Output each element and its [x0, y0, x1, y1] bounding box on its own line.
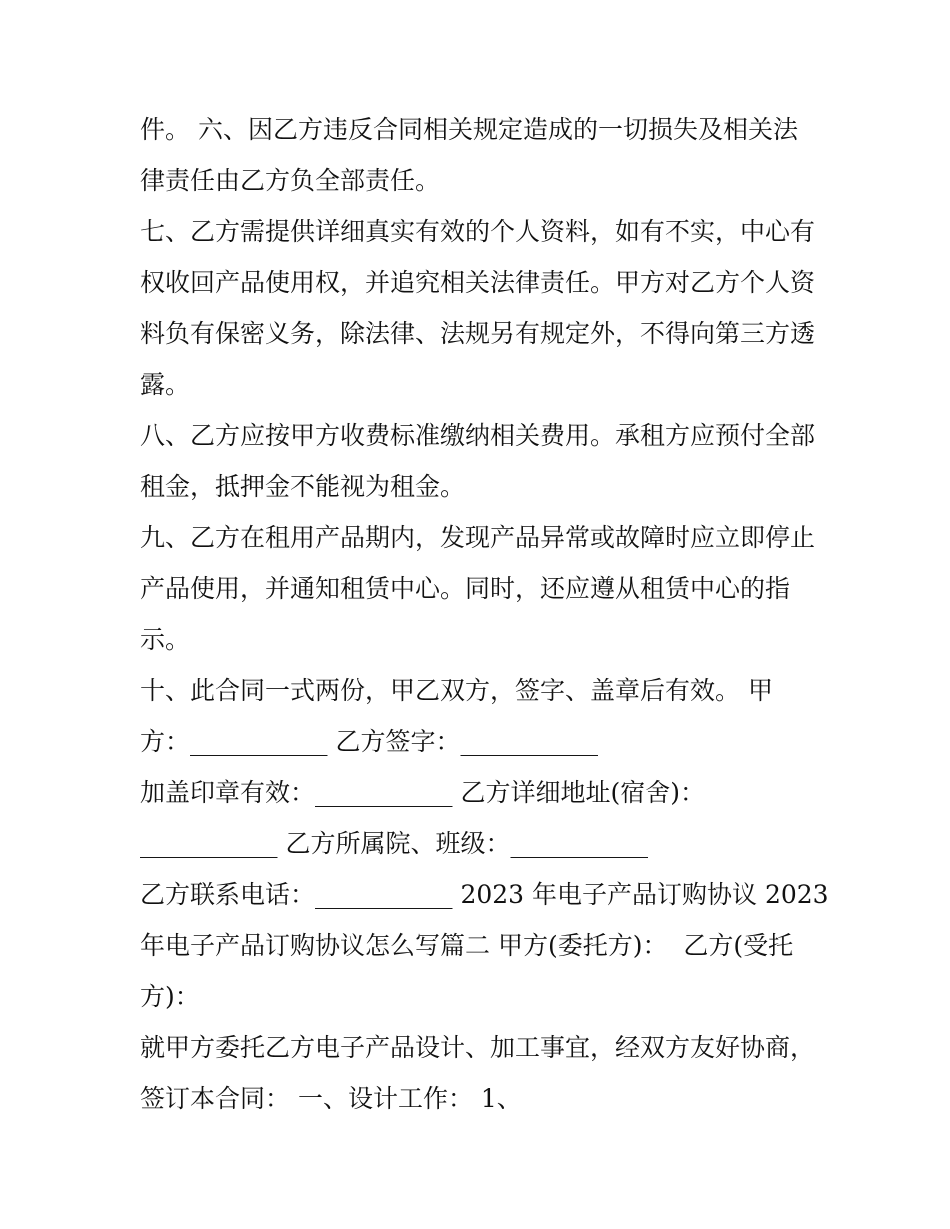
text-line: 律责任由乙方负全部责任。 [140, 166, 441, 195]
document-body [140, 104, 830, 1124]
text-line: 权收回产品使用权，并追究相关法律责任。甲方对乙方个人资 [140, 268, 816, 297]
text-line: 八、乙方应按甲方收费标准缴纳相关费用。承租方应预付全部 [140, 421, 816, 450]
text-line: 方)： [140, 982, 200, 1011]
signature-line: 加盖印章有效：___________ 乙方详细地址(宿舍)： [140, 778, 705, 807]
text-line: 签订本合同： 一、设计工作： 1、 [140, 1084, 522, 1113]
text-line: 就甲方委托乙方电子产品设计、加工事宜，经双方友好协商， [140, 1033, 816, 1062]
signature-line: 方：___________ 乙方签字：___________ [140, 727, 598, 756]
text-line: 件。 六、因乙方违反合同相关规定造成的一切损失及相关法 [140, 115, 798, 144]
text-line: 九、乙方在租用产品期内，发现产品异常或故障时应立即停止 [140, 523, 816, 552]
text-line: 年电子产品订购协议怎么写篇二 甲方(委托方)： 乙方(受托 [140, 931, 794, 960]
text-line: 租金，抵押金不能视为租金。 [140, 472, 466, 501]
text-line: 露。 [140, 370, 191, 399]
text-line: 产品使用，并通知租赁中心。同时，还应遵从租赁中心的指 [140, 574, 791, 603]
text-line: 示。 [140, 625, 191, 654]
text-line: 七、乙方需提供详细真实有效的个人资料，如有不实，中心有 [140, 217, 816, 246]
signature-line: 乙方联系电话：___________ 2023 年电子产品订购协议 2023 [140, 880, 829, 909]
signature-line: ___________ 乙方所属院、班级：___________ [140, 829, 648, 858]
text-line: 十、此合同一式两份，甲乙双方，签字、盖章后有效。 甲 [140, 676, 773, 705]
text-line: 料负有保密义务，除法律、法规另有规定外，不得向第三方透 [140, 319, 816, 348]
